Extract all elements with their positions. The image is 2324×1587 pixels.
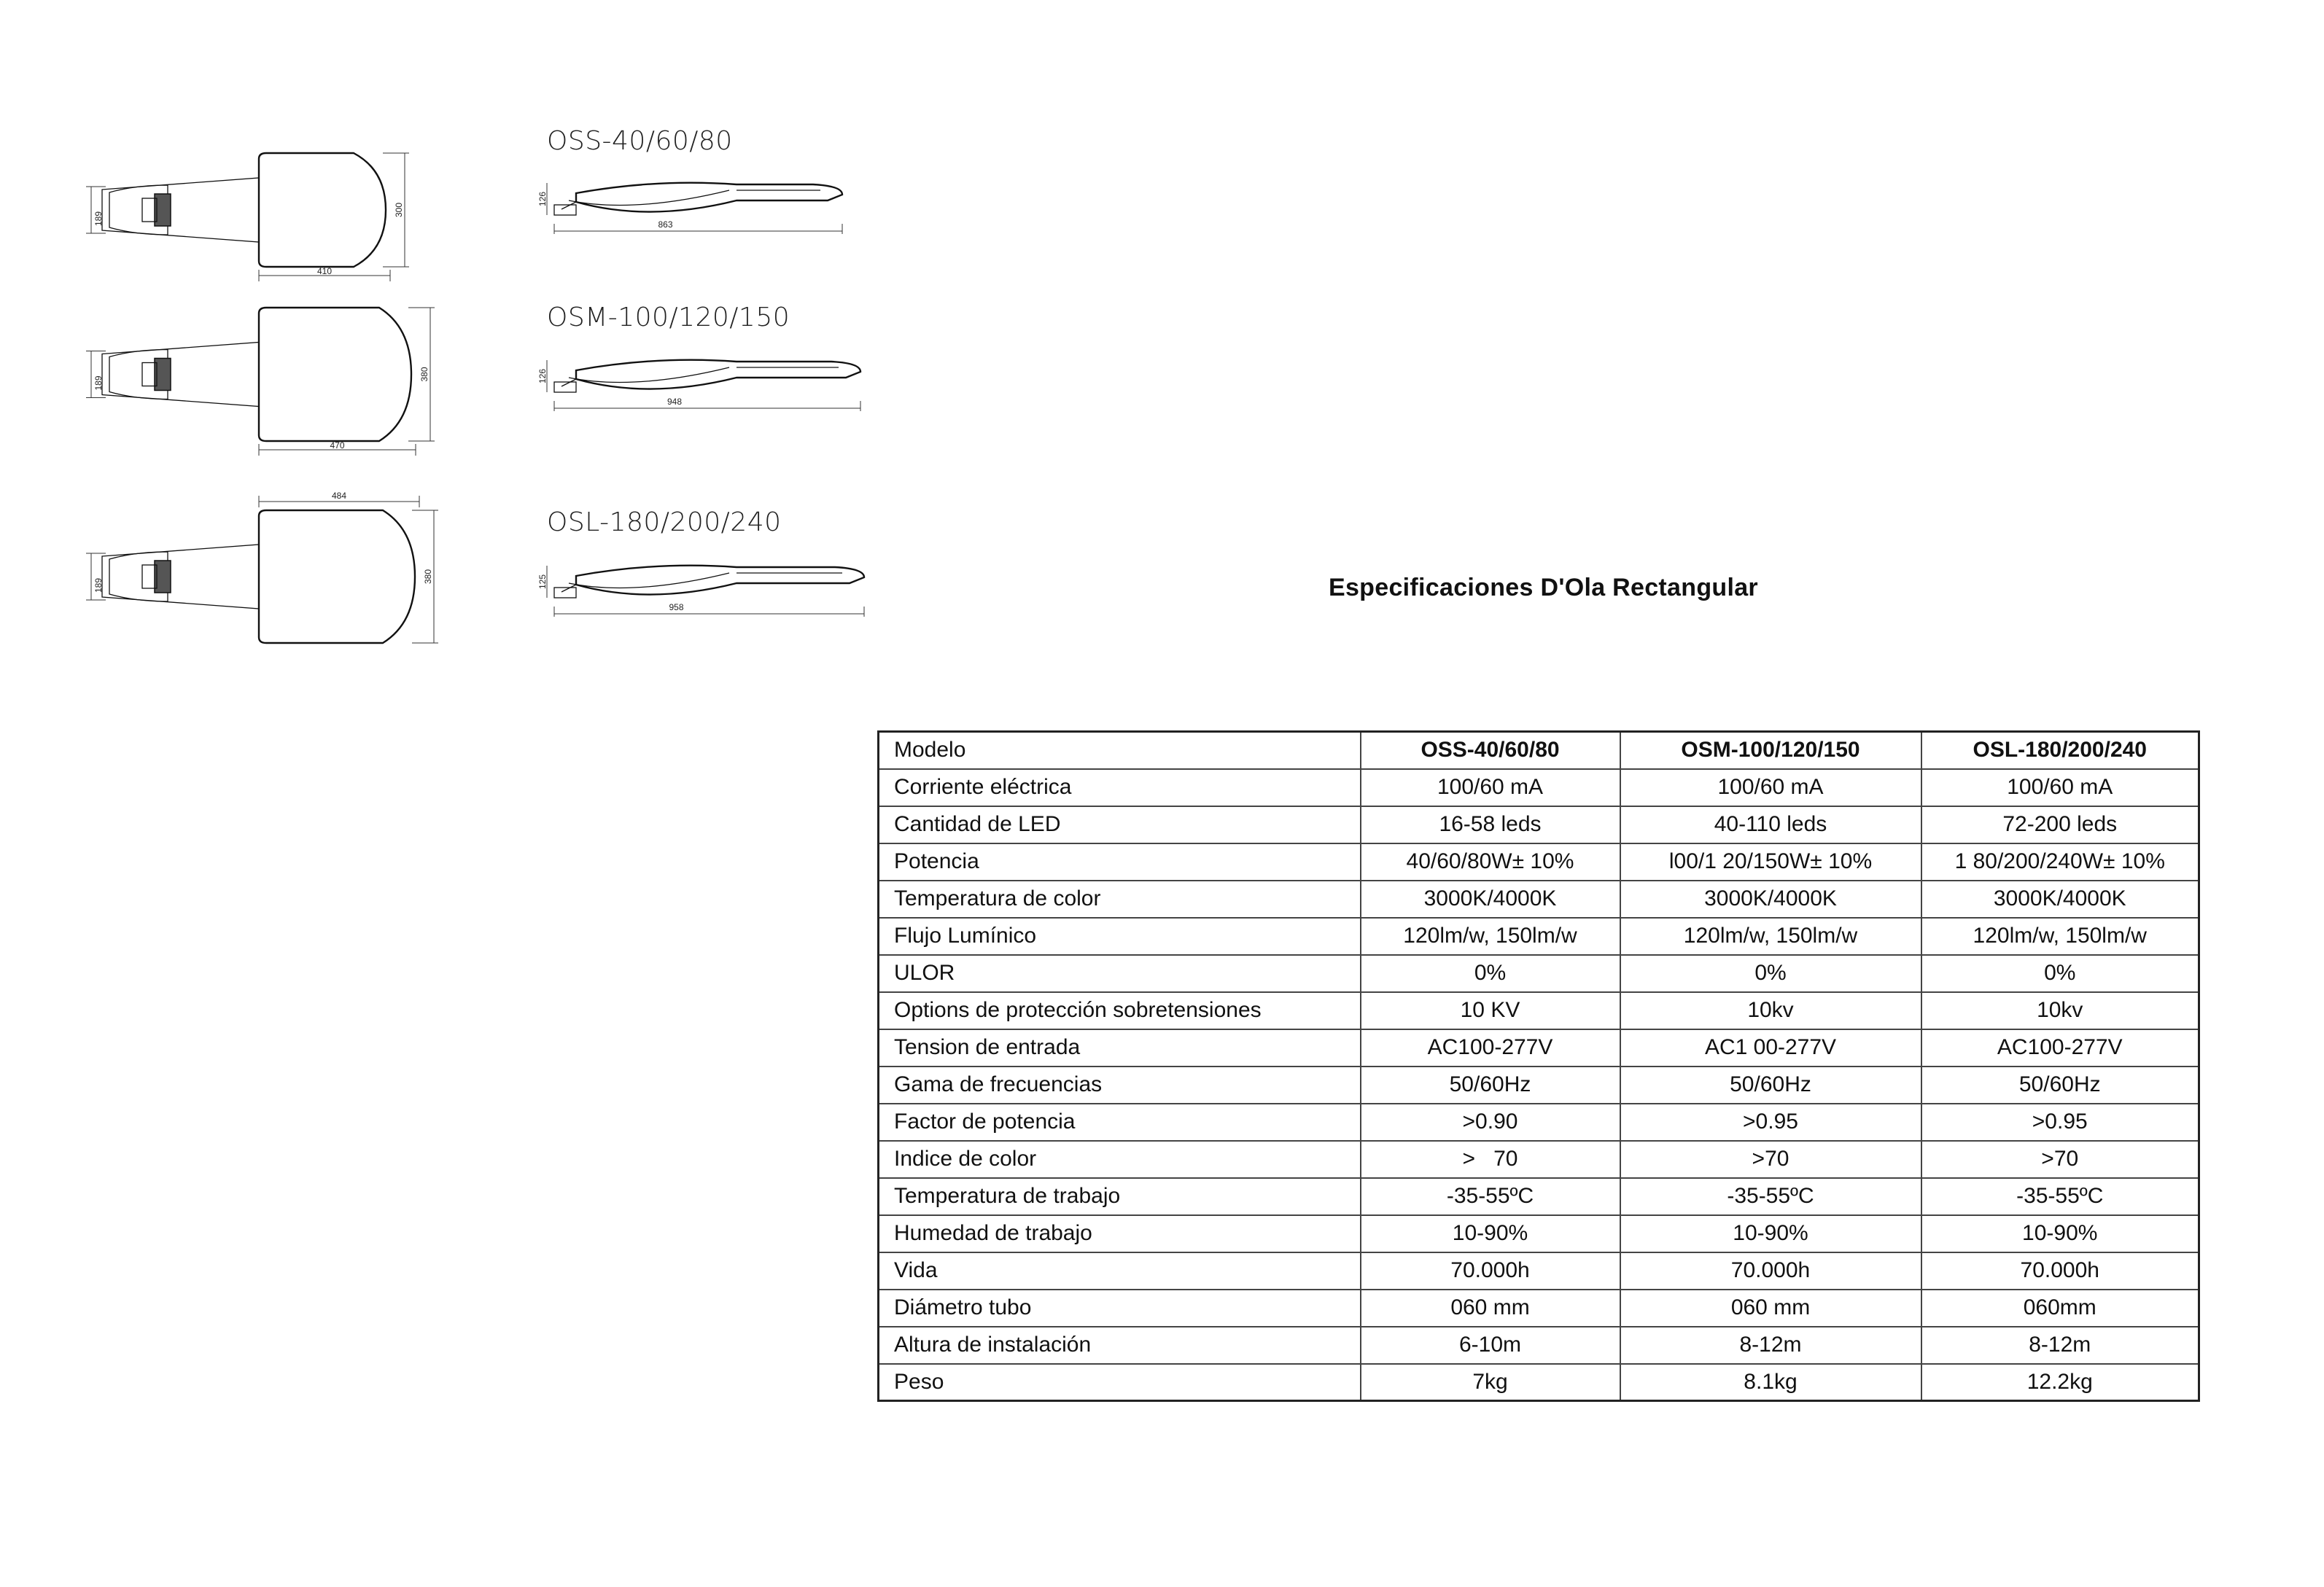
dim-plan-depth: 380	[423, 569, 433, 585]
table-row	[879, 1252, 2199, 1290]
table-cell: 16-58 leds	[1361, 806, 1620, 843]
table-cell: 100/60 mA	[1361, 769, 1620, 806]
model-label: OSM-100/120/150	[547, 303, 790, 332]
table-row	[879, 769, 2199, 806]
table-cell: 10 KV	[1361, 992, 1620, 1029]
table-cell: 10kv	[1620, 992, 1921, 1029]
header-osl: OSL-180/200/240	[1921, 732, 2199, 769]
row-label: Altura de instalación	[879, 1327, 1361, 1364]
drawing-1	[86, 126, 842, 281]
row-label: Peso	[879, 1364, 1361, 1401]
row-label: Indice de color	[879, 1141, 1361, 1178]
header-oss: OSS-40/60/80	[1361, 732, 1620, 769]
table-row	[879, 1327, 2199, 1364]
table-row	[879, 1215, 2199, 1252]
drawing-3	[86, 491, 864, 643]
table-cell: 120lm/w, 150lm/w	[1620, 918, 1921, 955]
drawing-2	[86, 303, 860, 456]
table-cell: 50/60Hz	[1921, 1067, 2199, 1104]
dim-plan-width: 410	[316, 266, 333, 276]
table-cell: 72-200 leds	[1921, 806, 2199, 843]
table-row	[879, 955, 2199, 992]
table-cell: 70.000h	[1620, 1252, 1921, 1290]
dim-plan-depth: 300	[394, 202, 404, 218]
row-label: ULOR	[879, 955, 1361, 992]
table-cell: 060 mm	[1361, 1290, 1620, 1327]
table-cell: 0%	[1620, 955, 1921, 992]
dim-plan-height: 189	[93, 211, 104, 227]
table-cell: -35-55ºC	[1921, 1178, 2199, 1215]
table-cell: 10-90%	[1620, 1215, 1921, 1252]
table-cell: 120lm/w, 150lm/w	[1921, 918, 2199, 955]
table-row	[879, 992, 2199, 1029]
table-cell: 8-12m	[1620, 1327, 1921, 1364]
table-row	[879, 806, 2199, 843]
table-cell: 10kv	[1921, 992, 2199, 1029]
table-cell: 10-90%	[1921, 1215, 2199, 1252]
row-label: Corriente eléctrica	[879, 769, 1361, 806]
dim-plan-depth: 380	[419, 367, 430, 382]
dim-side-length: 948	[667, 397, 683, 407]
dim-plan-width: 470	[330, 440, 345, 451]
row-label: Options de protección sobretensiones	[879, 992, 1361, 1029]
table-row	[879, 1178, 2199, 1215]
table-cell: >70	[1620, 1141, 1921, 1178]
table-row	[879, 1104, 2199, 1141]
table-cell: 70.000h	[1361, 1252, 1620, 1290]
table-cell: >0.95	[1921, 1104, 2199, 1141]
table-cell: 0%	[1921, 955, 2199, 992]
table-cell: 40/60/80W± 10%	[1361, 843, 1620, 881]
table-cell: 100/60 mA	[1921, 769, 2199, 806]
table-row	[879, 1141, 2199, 1178]
table-cell: 3000K/4000K	[1620, 881, 1921, 918]
table-cell: 3000K/4000K	[1361, 881, 1620, 918]
table-row	[879, 1290, 2199, 1327]
dim-plan-height: 189	[93, 375, 104, 391]
table-cell: >0.95	[1620, 1104, 1921, 1141]
table-cell: 120lm/w, 150lm/w	[1361, 918, 1620, 955]
table-cell: 0%	[1361, 955, 1620, 992]
table-row	[879, 1067, 2199, 1104]
row-label: Vida	[879, 1252, 1361, 1290]
table-row	[879, 1029, 2199, 1067]
table-header-row	[879, 732, 2199, 769]
technical-drawings	[0, 0, 948, 671]
header-osm: OSM-100/120/150	[1620, 732, 1921, 769]
table-cell: AC100-277V	[1361, 1029, 1620, 1067]
dim-side-height: 126	[537, 191, 548, 207]
dim-side-height: 126	[537, 368, 548, 384]
table-cell: l00/1 20/150W± 10%	[1620, 843, 1921, 881]
table-cell: 50/60Hz	[1361, 1067, 1620, 1104]
table-row	[879, 843, 2199, 881]
table-row	[879, 1364, 2199, 1401]
table-cell: AC1 00-277V	[1620, 1029, 1921, 1067]
model-label: OSL-180/200/240	[547, 507, 782, 537]
table-cell: AC100-277V	[1921, 1029, 2199, 1067]
dim-side-length: 863	[658, 219, 673, 230]
header-modelo: Modelo	[879, 732, 1361, 769]
table-cell: 40-110 leds	[1620, 806, 1921, 843]
dim-plan-height: 189	[93, 577, 104, 593]
table-cell: 6-10m	[1361, 1327, 1620, 1364]
table-cell: 100/60 mA	[1620, 769, 1921, 806]
table-cell: 50/60Hz	[1620, 1067, 1921, 1104]
table-cell: 060mm	[1921, 1290, 2199, 1327]
row-label: Humedad de trabajo	[879, 1215, 1361, 1252]
row-label: Gama de frecuencias	[879, 1067, 1361, 1104]
spec-table	[877, 730, 2200, 1402]
table-cell: 12.2kg	[1921, 1364, 2199, 1401]
table-cell: -35-55ºC	[1620, 1178, 1921, 1215]
dim-plan-width: 484	[331, 491, 347, 501]
spec-title: Especificaciones D'Ola Rectangular	[1329, 574, 1758, 601]
dim-side-length: 958	[669, 602, 684, 612]
row-label: Flujo Lumínico	[879, 918, 1361, 955]
model-label: OSS-40/60/80	[547, 126, 733, 156]
table-cell: -35-55ºC	[1361, 1178, 1620, 1215]
table-cell: 1 80/200/240W± 10%	[1921, 843, 2199, 881]
row-label: Factor de potencia	[879, 1104, 1361, 1141]
table-cell: >70	[1921, 1141, 2199, 1178]
table-cell: 060 mm	[1620, 1290, 1921, 1327]
row-label: Diámetro tubo	[879, 1290, 1361, 1327]
row-label: Temperatura de color	[879, 881, 1361, 918]
table-cell: > 70	[1361, 1141, 1620, 1178]
table-cell: 8-12m	[1921, 1327, 2199, 1364]
table-cell: 70.000h	[1921, 1252, 2199, 1290]
table-row	[879, 881, 2199, 918]
table-cell: >0.90	[1361, 1104, 1620, 1141]
table-cell: 8.1kg	[1620, 1364, 1921, 1401]
table-cell: 10-90%	[1361, 1215, 1620, 1252]
dim-side-height: 125	[537, 574, 548, 590]
table-cell: 3000K/4000K	[1921, 881, 2199, 918]
row-label: Tension de entrada	[879, 1029, 1361, 1067]
row-label: Potencia	[879, 843, 1361, 881]
table-row	[879, 918, 2199, 955]
row-label: Cantidad de LED	[879, 806, 1361, 843]
table-cell: 7kg	[1361, 1364, 1620, 1401]
row-label: Temperatura de trabajo	[879, 1178, 1361, 1215]
